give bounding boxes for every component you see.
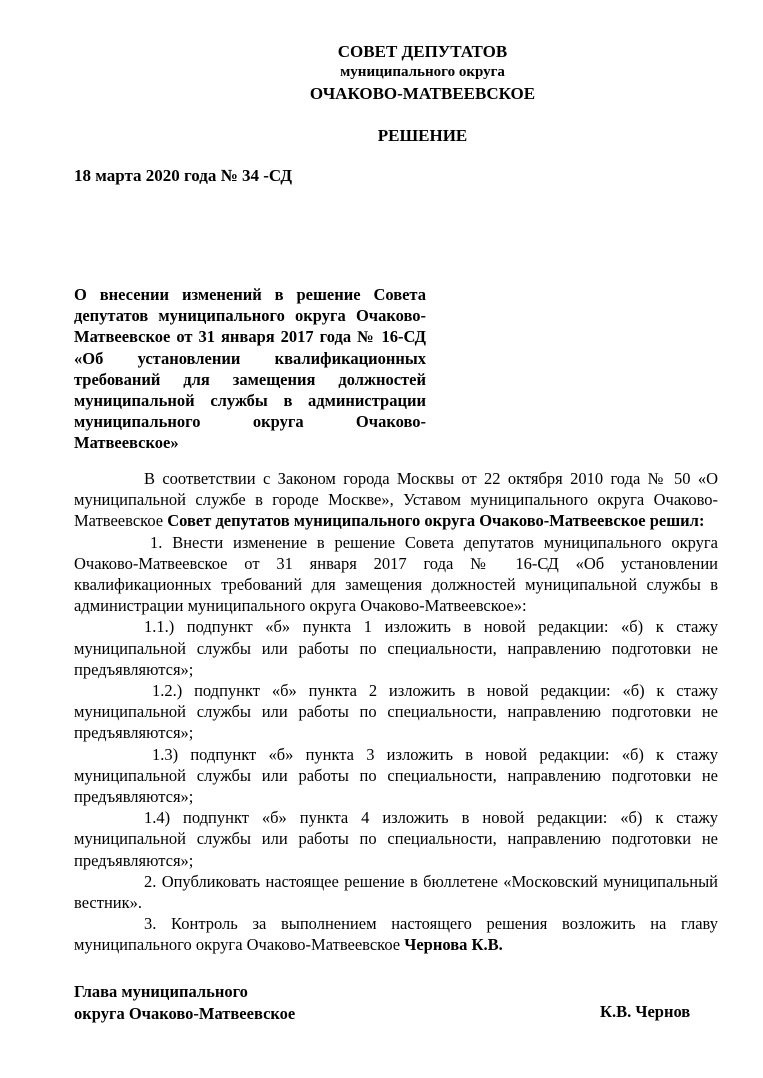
decision-subject: О внесении изменений в решение Совета депутатов муниципального округа Очаково-Матвеевское от 31 января 2017 года № 16-СД «Об установлении квалификационных требований для замещения должностей муниципальной службы в администрации муниципального округа Очаково-Матвеевское» — [74, 285, 426, 453]
item-2: 2. Опубликовать настоящее решение в бюллетене «Московский муниципальный вестник». — [74, 871, 718, 913]
item-3-text: 3. Контроль за выполнением настоящего решения возложить на главу муниципального округа Очаково-Матвеевское — [74, 914, 718, 955]
decision-body — [74, 468, 718, 956]
signature-title-line2: округа Очаково-Матвеевское — [74, 1003, 296, 1023]
signature-title-line1: Глава муниципального — [74, 982, 248, 1001]
item-1-4: 1.4) подпункт «б» пункта 4 изложить в новой редакции: «б) к стажу муниципальной службы или работы по специальности, направлению подготовки не предъявляются»; — [74, 808, 718, 870]
intro-text: В соответствии с Законом города Москвы от 22 октября 2010 года № 50 «О муниципальной службе в городе Москве», Уставом муниципального округа Очаково-Матвеевское — [74, 469, 718, 531]
document-type: РЕШЕНИЕ — [377, 126, 468, 145]
council-subtitle: муниципального округа — [340, 64, 505, 80]
date-number: 18 марта 2020 года № 34 -СД — [74, 166, 293, 185]
item-3-bold-text: Чернова К.В. — [404, 935, 503, 955]
intro-bold-text: Совет депутатов муниципального округа Очаково-Матвеевское решил: — [167, 511, 705, 531]
signature-title — [74, 981, 295, 1024]
signature-name: К.В. Чернов — [600, 1002, 691, 1021]
council-title: СОВЕТ ДЕПУТАТОВ — [337, 42, 508, 61]
intro-paragraph — [74, 468, 718, 532]
item-1: 1. Внести изменение в решение Совета депутатов муниципального округа Очаково-Матвеевское от 31 января 2017 года № 16-СД «Об установлении квалификационных требований для замещения должностей муниципальной службы в администрации муниципального округа Очаково-Матвеевское»: — [74, 532, 718, 616]
district-name: ОЧАКОВО-МАТВЕЕВСКОЕ — [309, 84, 536, 103]
item-1-3: 1.3) подпункт «б» пункта 3 изложить в новой редакции: «б) к стажу муниципальной службы или работы по специальности, направлению подготовки не предъявляются»; — [74, 744, 718, 807]
item-1-2: 1.2.) подпункт «б» пункта 2 изложить в новой редакции: «б) к стажу муниципальной службы или работы по специальности, направлению подготовки не предъявляются»; — [74, 681, 718, 743]
item-1-1: 1.1.) подпункт «б» пункта 1 изложить в новой редакции: «б) к стажу муниципальной службы или работы по специальности, направлению подготовки не предъявляются»; — [74, 617, 718, 679]
item-3 — [74, 913, 718, 955]
